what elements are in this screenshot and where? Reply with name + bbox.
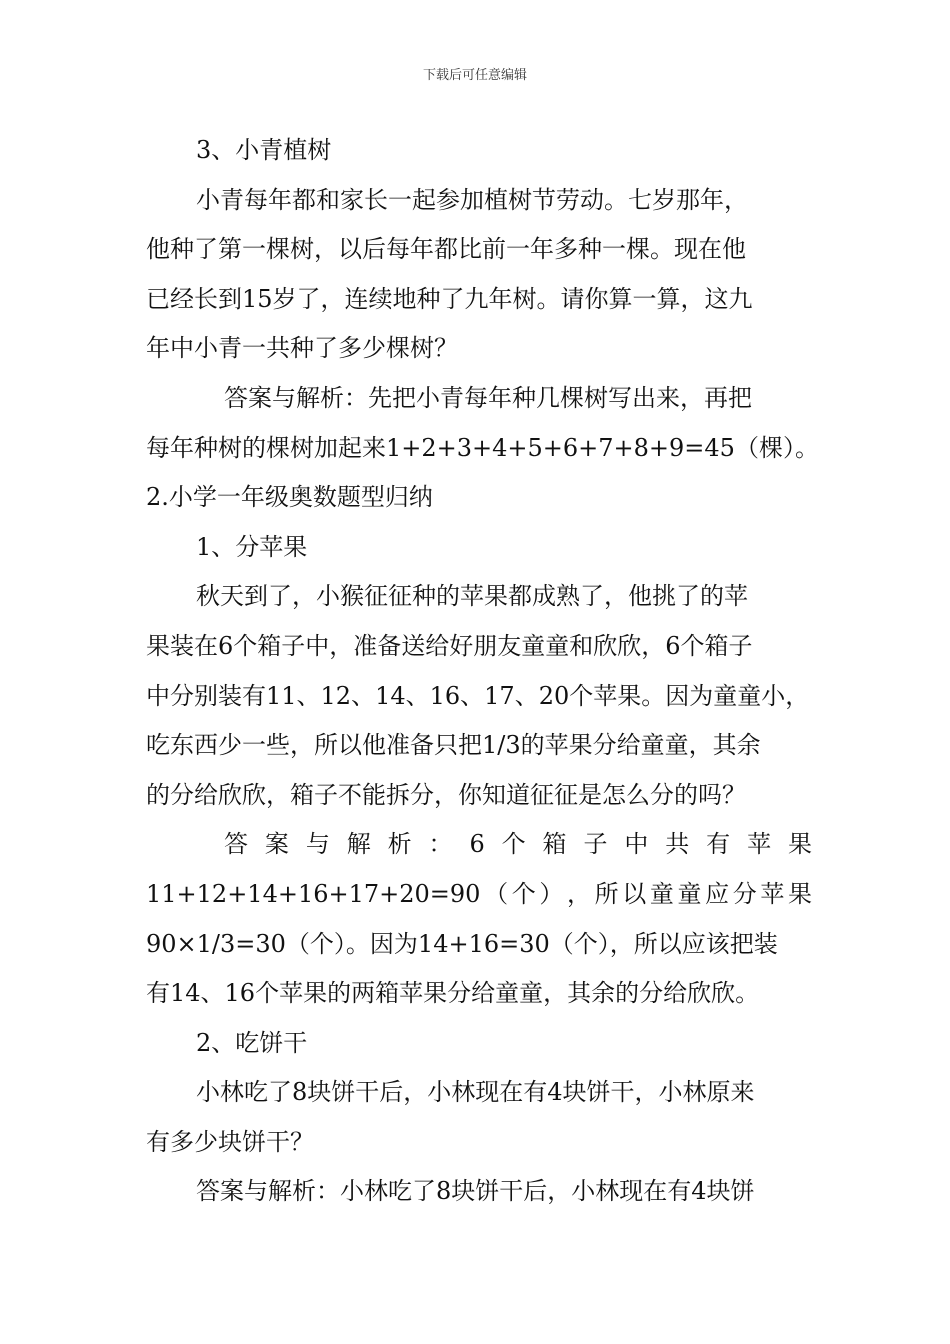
answer-token: 童 [649,879,674,908]
paragraph-line: 年中小青一共种了多少棵树？ [146,334,458,363]
answer-token: 苹 [760,879,785,908]
answer-token: 个 [511,879,536,908]
answer-token: 童 [677,879,702,908]
paragraph-line: 他种了第一棵树，以后每年都比前一年多种一棵。现在他 [146,235,746,264]
paragraph-line: 已经长到15岁了，连续地种了九年树。请你算一算，这九 [146,284,753,313]
section-heading: 1、分苹果 [196,532,308,561]
answer-token: 解 [346,830,371,859]
paragraph-line: 的分给欣欣，箱子不能拆分，你知道征征是怎么分的吗？ [146,780,746,809]
answer-token: 箱 [542,830,567,859]
answer-token: 共 [665,830,690,859]
answer-token: ： [428,830,453,859]
paragraph-line: 小青每年都和家长一起参加植树节劳动。七岁那年， [196,185,748,214]
answer-token: 果 [787,830,812,859]
answer-token: 果 [787,879,812,908]
answer-token: 以 [622,879,647,908]
answer-token: （ [484,879,509,908]
section-heading: 2、吃饼干 [196,1028,308,1057]
answer-line-justified [146,820,812,870]
answer-line: 90×1/3=30（个）。因为14+16=30（个），所以应该把装 [146,929,778,958]
paragraph-line: 吃东西少一些，所以他准备只把1/3的苹果分给童童，其余 [146,731,761,760]
document-body [146,126,819,1217]
answer-token: 与 [305,830,330,859]
answer-token: 中 [624,830,649,859]
answer-line-justified [146,870,812,920]
answer-line: 答案与解析：小林吃了8块饼干后，小林现在有4块饼 [196,1177,755,1206]
paragraph-line: 有多少块饼干？ [146,1127,314,1156]
answer-token: ， [566,879,591,908]
answer-token: 答 [224,830,248,859]
answer-token: 有 [706,830,731,859]
paragraph-line: 秋天到了，小猴征征种的苹果都成熟了，他挑了的苹 [196,582,748,611]
paragraph-line: 小林吃了8块饼干后，小林现在有4块饼干，小林原来 [196,1078,755,1107]
section-heading: 3、小青植树 [196,136,332,164]
answer-token: 11+12+14+16+17+20=90 [146,879,481,908]
answer-token: 苹 [747,830,772,859]
answer-token: 子 [583,830,608,859]
answer-token: 应 [705,879,730,908]
paragraph-line: 中分别装有11、12、14、16、17、20个苹果。因为童童小， [146,681,810,710]
answer-token: 个 [501,830,526,859]
paragraph-line: 果装在6个箱子中，准备送给好朋友童童和欣欣，6个箱子 [146,631,753,660]
answer-token: 析 [387,830,412,859]
section-title: 2.小学一年级奥数题型归纳 [146,483,433,512]
answer-token: 6 [469,830,485,859]
answer-token: 所 [594,879,619,908]
answer-line: 每年种树的棵树加起来1+2+3+4+5+6+7+8+9=45（棵）。 [146,433,819,462]
answer-line: 有14、16个苹果的两箱苹果分给童童，其余的分给欣欣。 [146,979,760,1008]
answer-line: 答案与解析：先把小青每年种几棵树写出来，再把 [224,383,752,412]
page-header: 下载后可任意编辑 [422,68,527,83]
answer-token: 分 [732,879,757,908]
answer-token: 案 [264,830,289,859]
answer-token: ） [539,879,564,908]
